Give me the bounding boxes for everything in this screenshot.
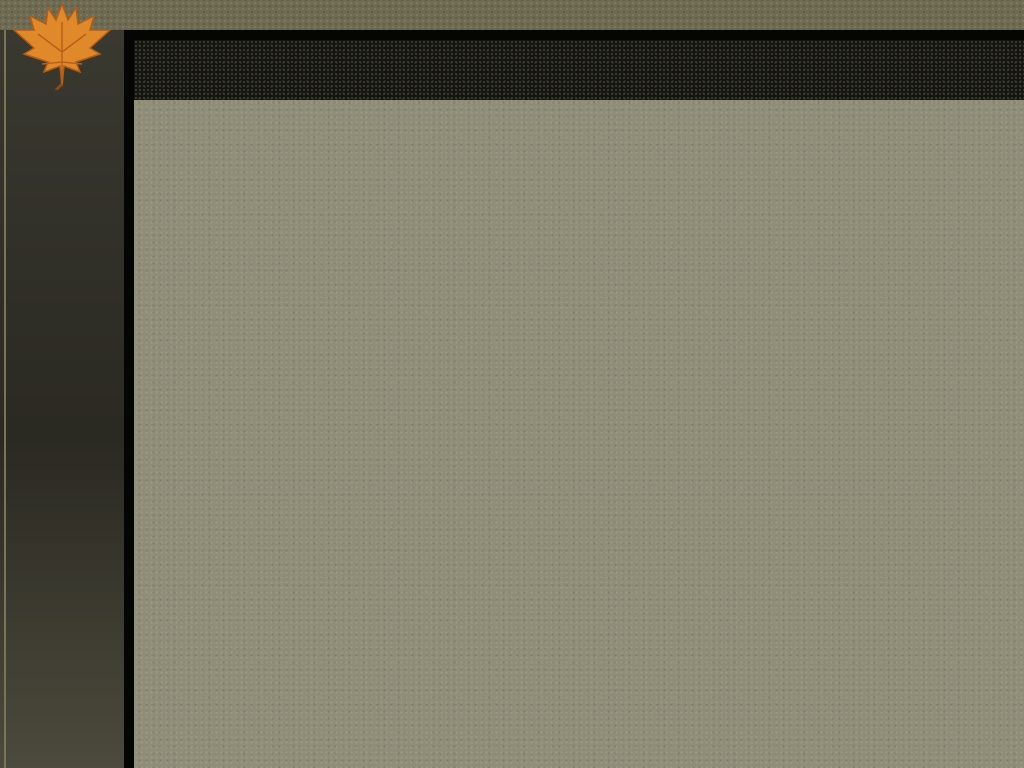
maple-leaf-icon (6, 2, 118, 90)
slide-body (134, 40, 1024, 768)
left-decorative-band (0, 30, 124, 768)
title-bar (134, 40, 1024, 100)
top-texture-band (0, 0, 1024, 30)
left-rule-line (4, 30, 6, 768)
